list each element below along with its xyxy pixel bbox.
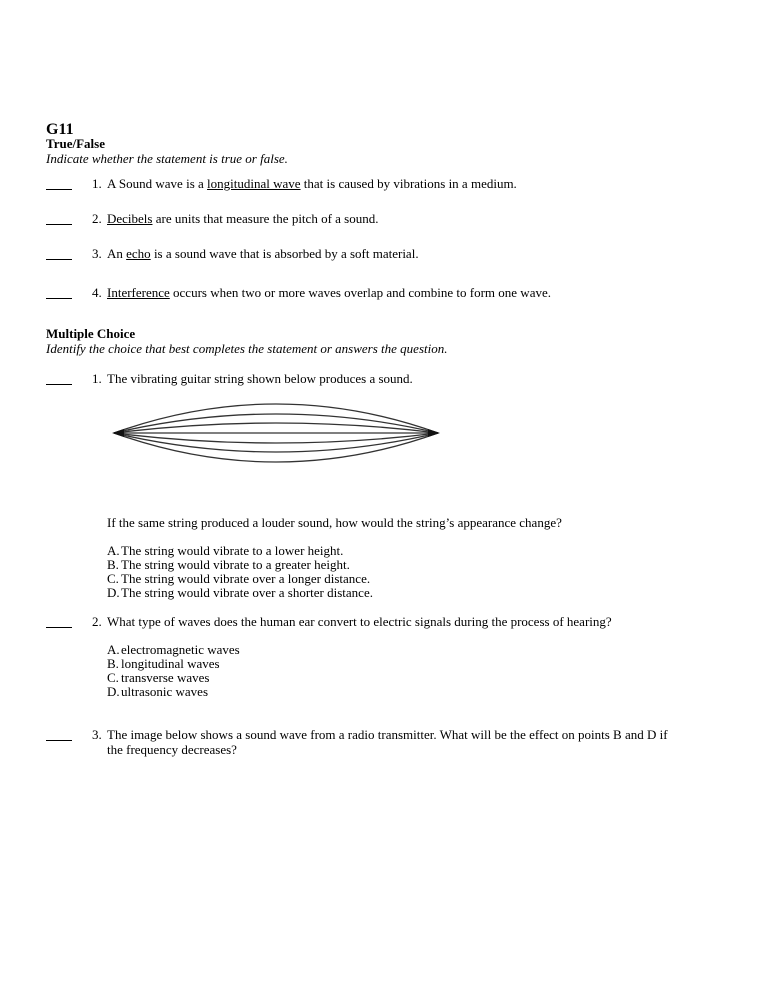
option-letter: B. <box>107 656 119 671</box>
item-text <box>107 211 378 226</box>
section-instruction-multiple-choice: Identify the choice that best completes the statement or answers the question. <box>46 341 448 356</box>
section-heading-true-false: True/False <box>46 136 105 151</box>
underlined-term: longitudinal wave <box>207 176 301 191</box>
question-number: 3. <box>92 727 102 742</box>
option-text: The string would vibrate to a lower height. <box>121 543 344 558</box>
item-text <box>107 285 551 300</box>
option-text: longitudinal waves <box>121 656 220 671</box>
item-number: 3. <box>92 246 102 261</box>
question-text-line-2: the frequency decreases? <box>107 742 237 757</box>
option-text: The string would vibrate over a longer distance. <box>121 571 371 586</box>
answer-blank[interactable] <box>46 245 72 260</box>
underlined-term: Decibels <box>107 211 153 226</box>
option-text: ultrasonic waves <box>121 684 209 699</box>
underlined-term: Interference <box>107 285 170 300</box>
text: that is caused by vibrations in a medium. <box>300 176 517 191</box>
option-text: electromagnetic waves <box>121 642 240 657</box>
question-text: What type of waves does the human ear convert to electric signals during the process of hearing? <box>107 614 612 629</box>
text: An <box>107 246 127 261</box>
item-number: 1. <box>92 176 102 191</box>
option-letter: D. <box>107 684 120 699</box>
option-text: The string would vibrate over a shorter distance. <box>121 585 373 600</box>
answer-blank[interactable] <box>46 370 72 385</box>
option-letter: B. <box>107 557 119 572</box>
option-letter: A. <box>107 543 120 558</box>
option-text: transverse waves <box>121 670 210 685</box>
item-number: 4. <box>92 285 102 300</box>
vibrating-string-figure <box>110 400 445 466</box>
option-text: The string would vibrate to a greater height. <box>121 557 350 572</box>
answer-blank[interactable] <box>46 175 72 190</box>
text: A Sound wave is a <box>107 176 208 191</box>
answer-blank[interactable] <box>46 210 72 225</box>
item-text <box>107 246 419 261</box>
question-number: 2. <box>92 614 102 629</box>
answer-blank[interactable] <box>46 613 72 628</box>
page-title: G11 <box>46 121 74 138</box>
answer-blank[interactable] <box>46 284 72 299</box>
option-letter: D. <box>107 585 120 600</box>
section-heading-multiple-choice: Multiple Choice <box>46 326 136 341</box>
option-letter: C. <box>107 670 119 685</box>
item-text <box>107 176 517 191</box>
item-number: 2. <box>92 211 102 226</box>
question-followup: If the same string produced a louder sound, how would the string’s appearance change? <box>107 515 562 530</box>
text: are units that measure the pitch of a sound. <box>152 211 379 226</box>
text: occurs when two or more waves overlap and combine to form one wave. <box>169 285 551 300</box>
question-text-line-1: The image below shows a sound wave from a radio transmitter. What will be the effect on points B and D if <box>107 727 668 742</box>
section-instruction-true-false: Indicate whether the statement is true or false. <box>46 151 288 166</box>
question-text: The vibrating guitar string shown below produces a sound. <box>107 371 413 386</box>
answer-blank[interactable] <box>46 726 72 741</box>
question-number: 1. <box>92 371 102 386</box>
text: is a sound wave that is absorbed by a soft material. <box>150 246 419 261</box>
underlined-term: echo <box>126 246 151 261</box>
option-letter: C. <box>107 571 119 586</box>
option-letter: A. <box>107 642 120 657</box>
